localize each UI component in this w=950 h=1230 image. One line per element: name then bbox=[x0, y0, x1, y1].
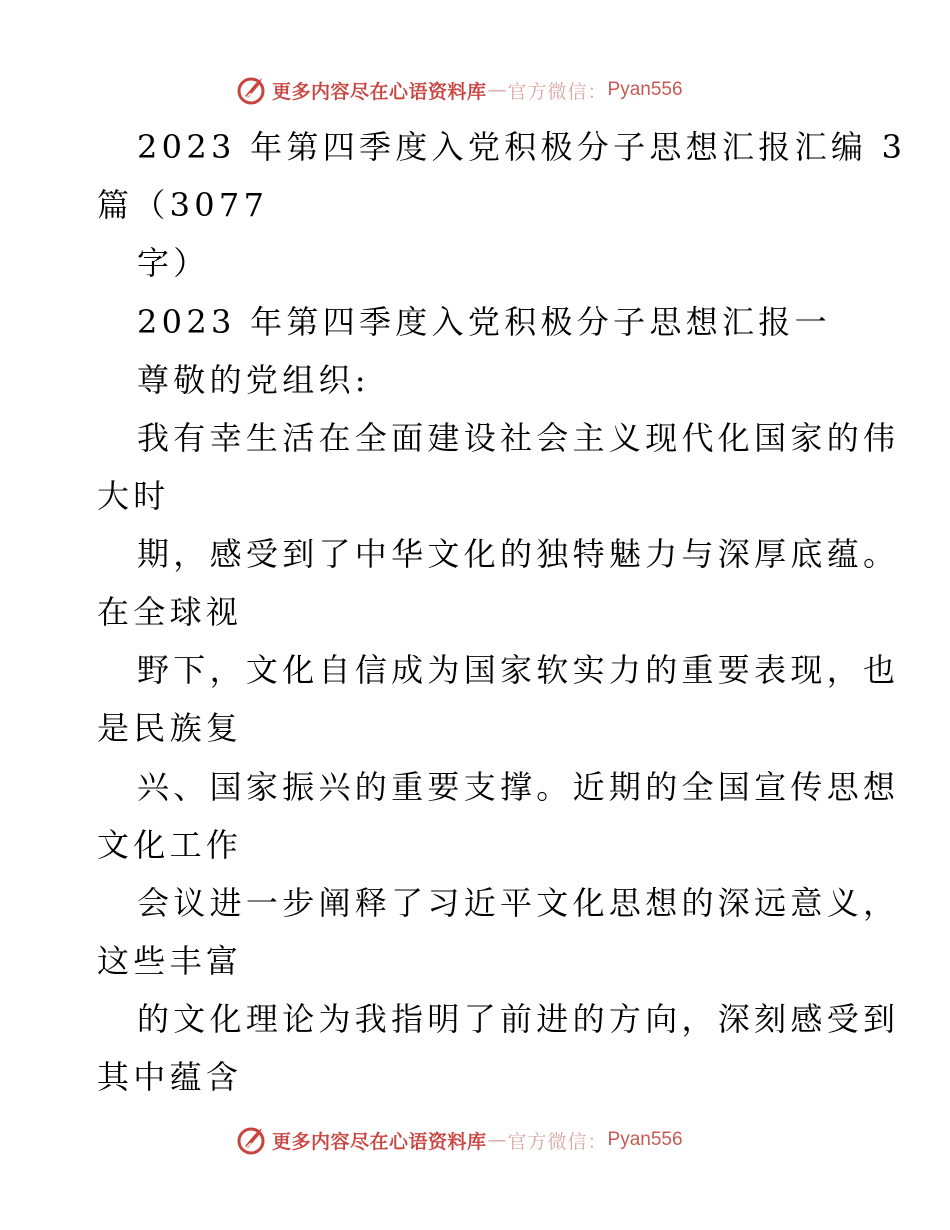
text-line: 文化工作 bbox=[97, 826, 243, 864]
pen-nib-in-circle-icon bbox=[236, 74, 268, 106]
text-line: 字） bbox=[137, 244, 210, 282]
watermark-separator: — bbox=[487, 79, 507, 101]
watermark-sub-text: 官方微信： bbox=[507, 80, 608, 103]
text-line: 兴、国家振兴的重要支撑。近期的全国宣传思想 bbox=[137, 768, 900, 806]
text-line: 期，感受到了中华文化的独特魅力与深厚底蕴。 bbox=[137, 535, 900, 573]
watermark-wechat-id: Pyan556 bbox=[607, 79, 683, 100]
text-line: 这些丰富 bbox=[97, 942, 243, 980]
watermark-footer bbox=[236, 1123, 683, 1157]
text-line: 野下，文化自信成为国家软实力的重要表现，也 bbox=[137, 651, 900, 689]
text-line: 的文化理论为我指明了前进的方向，深刻感受到 bbox=[137, 1000, 900, 1038]
watermark-wechat-id: Pyan556 bbox=[607, 1129, 683, 1150]
text-line: 2023 年第四季度入党积极分子思想汇报一 bbox=[137, 303, 831, 341]
text-line: 大时 bbox=[97, 477, 170, 515]
watermark-main-text: 更多内容尽在心语资料库 bbox=[272, 80, 487, 103]
watermark-main-text: 更多内容尽在心语资料库 bbox=[272, 1130, 487, 1153]
text-line: 在全球视 bbox=[97, 593, 243, 631]
text-line: 篇（3077 bbox=[97, 186, 269, 224]
watermark-header bbox=[236, 73, 683, 107]
text-line: 是民族复 bbox=[97, 709, 243, 747]
text-line: 尊敬的党组织: bbox=[137, 361, 370, 399]
text-line: 我有幸生活在全面建设社会主义现代化国家的伟 bbox=[137, 419, 900, 457]
watermark-separator: — bbox=[487, 1129, 507, 1151]
text-line: 2023 年第四季度入党积极分子思想汇报汇编 3 bbox=[137, 128, 907, 166]
text-line: 会议进一步阐释了习近平文化思想的深远意义， bbox=[137, 884, 900, 922]
text-line: 其中蕴含 bbox=[97, 1058, 243, 1096]
pen-nib-in-circle-icon bbox=[236, 1124, 268, 1156]
watermark-sub-text: 官方微信： bbox=[507, 1130, 608, 1153]
